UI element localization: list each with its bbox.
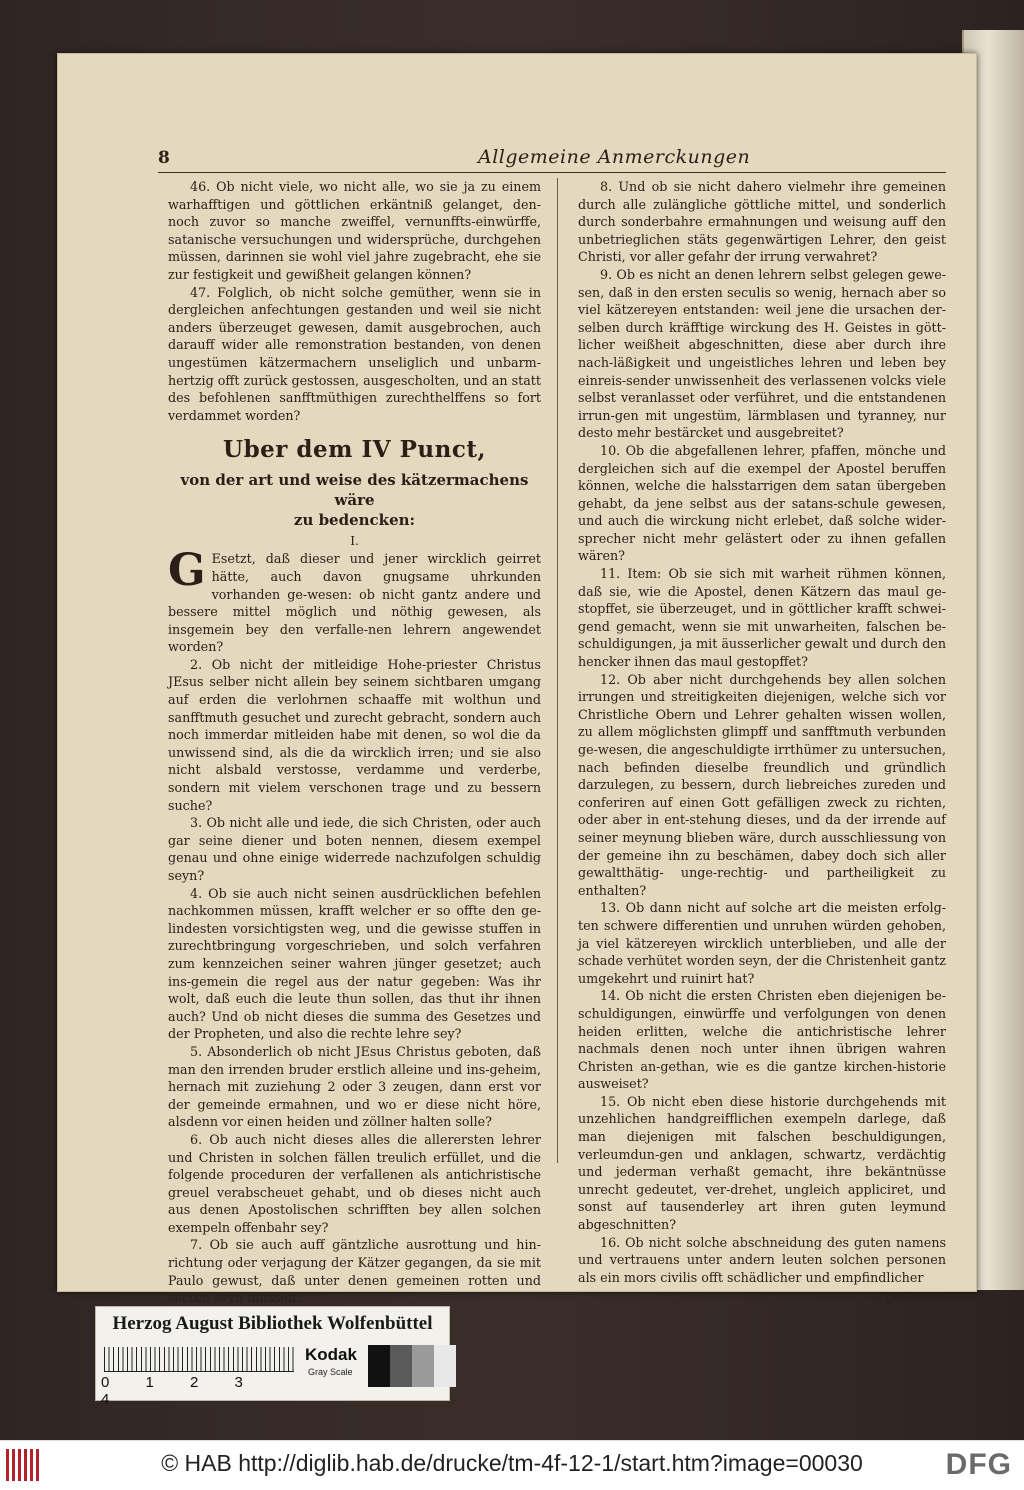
section-subtitle-1: von der art und weise des kätzermachens wäre bbox=[180, 471, 529, 510]
ruler-number: 2 bbox=[190, 1374, 199, 1391]
paragraph-9: 9. Ob es nicht an denen lehrern selbst gelegen gewe-sen, daß in den ersten seculis so wenig, hernach aber so viel kätzereyen entstanden: weil jene die ursachen der-selben durch kräfftige wirckung des H. Geistes in gött-licher weißheit abgeschnitten, diese aber durch ihre nach-läßigkeit und ungeistliches lehren und leben bey einreis-sender unwissenheit des verlassenen volcks viele selbst veranlasset oder verführet, und die entstandenen irrun-gen mit ungestüm, lärmblasen und tyranney, nur desto mehr bestärcket und ausgebreitet? bbox=[578, 266, 946, 441]
paragraph-12: 12. Ob aber nicht durchgehends bey allen solchen irrungen und streitigkeiten diejenigen, welche sich vor Christliche Obern und Lehrer gehalten wissen wollen, zu allem möglichsten glimpff und sanfftmuth verbunden ge-wesen, die angeschuldigte irrthümer zu untersuchen, nach befinden dieselbe freundlich und gründlich darzulegen, zu bessern, durch liebreiches zureden und conferiren auf einen Gott gefälligen zweck zu richten, oder aber in ent-stehung dieses, und da der irrende auf seiner meynung blieben wäre, durch ausschliessung von der gemeine ihn zu beschämen, dabey doch sich aller gewaltthätig- unge-rechtig- und partheiligkeit zu enthalten? bbox=[578, 671, 946, 898]
right-column bbox=[578, 178, 946, 1306]
paragraph-11: 11. Item: Ob sie sich mit warheit rühmen können, daß sie, wie die Apostel, denen Kätzern das maul ge-stopffet, sie überzeuget, und in göttlicher krafft schwei-gend gemacht, wenn sie mit unwarheiten, falschen be-schuldigungen, ja mit äusserlicher gewalt und durch den hencker ihnen das maul gestopffet? bbox=[578, 566, 946, 670]
paragraph-1-text: Esetzt, daß dieser und jener wircklich geirret hätte, auch davon gnugsame uhrkunden vorhanden ge-wesen: ob nicht gantz andere und bessere mittel möglich und nöthig gewesen, als insgemein bey den verfalle-nen lehrern angewendet worden? bbox=[168, 551, 541, 655]
ruler-numbers bbox=[101, 1374, 301, 1408]
dfg-logo: DFG bbox=[945, 1448, 1012, 1481]
section-title: Uber dem IV Punct, bbox=[223, 436, 486, 464]
ruler-number: 0 bbox=[101, 1374, 110, 1391]
section-subtitle-2: zu bedencken: bbox=[293, 511, 416, 530]
paragraph-7: 7. Ob sie auch auff gäntzliche ausrottung und hin-richtung oder verjagung der Kätzer gegangen, da sie mit Paulo gewust, daß unter denen gemeinen rotten und secten seyn müssen? bbox=[168, 1237, 541, 1306]
gray-swatch bbox=[412, 1345, 434, 1387]
kodak-brand: Kodak bbox=[305, 1345, 357, 1364]
paragraph-1 bbox=[168, 545, 541, 656]
section-number: I. bbox=[350, 534, 359, 549]
paragraph-46: 46. Ob nicht viele, wo nicht alle, wo sie ja zu einem warhafftigen und göttlichen erkäntniß gelanget, den-noch zuvor so manche zweiffel, vernunffts-einwürffe, satanische versuchungen und widersprüche, durchgehen müssen, darinnen sie wohl viel jahre zugebracht, ehe sie zur festigkeit und gewißheit gelangen können? bbox=[168, 179, 541, 282]
paragraph-16: 16. Ob nicht solche abschneidung des guten namens und vertrauens unter andern leuten solchen personen als ein mors civilis offt schädlicher und empfindlicher bbox=[578, 1234, 946, 1285]
paragraph-8: 8. Und ob sie nicht dahero vielmehr ihre gemeinen durch alle zulängliche göttliche mittel, und sonderlich durch sonderbahre ermahnungen und weisung auff den unbetrieglichen stäts gegenwärtigen Lehrer, den geist Christi, vor aller gefahr der irrung verwahret? bbox=[578, 179, 946, 265]
page-number: 8 bbox=[158, 148, 170, 168]
paragraph-3: 3. Ob nicht alle und iede, die sich Christen, oder auch gar seine diener und boten nennen, diesem exempel genau und ohne einige widerrede nachzufolgen schuldig seyn? bbox=[168, 815, 541, 883]
gray-scale-swatches bbox=[368, 1345, 456, 1387]
ruler-number: 1 bbox=[145, 1374, 154, 1391]
paragraph-47: 47. Folglich, ob nicht solche gemüther, wenn sie in dergleichen anfechtungen gestanden und weil sie nicht anders überzeuget gewesen, damit ausgebrochen, auch darauff wider alle remonstration bestanden, von denen ungestümen kätzermachern unseliglich und unbarm-hertzig offt zurück gestossen, ausgescholten, und an statt des befohlenen sanfftmüthigen zurechthelffens so fort verdammet worden? bbox=[168, 284, 541, 423]
kodak-subtitle: Gray Scale bbox=[308, 1367, 353, 1377]
scale-ruler bbox=[104, 1347, 294, 1372]
running-head-title: Allgemeine Anmerckungen bbox=[478, 146, 751, 168]
running-head bbox=[158, 146, 946, 173]
gray-swatch bbox=[390, 1345, 412, 1387]
ruler-number: 3 bbox=[234, 1374, 243, 1391]
column-divider bbox=[557, 178, 558, 1163]
paragraph-5: 5. Absonderlich ob nicht JEsus Christus geboten, daß man den irrenden bruder erstlich alleine und ins-geheim, hernach mit zuziehung 2 oder 3 zeugen, dann erst vor der gemeinde ermahnen, und wo er diese nicht höre, alsdenn vor einen heiden und zöllner halten solle? bbox=[168, 1043, 541, 1130]
library-color-target-label bbox=[95, 1306, 450, 1408]
paragraph-14: 14. Ob nicht die ersten Christen eben diejenigen be-schuldigungen, einwürffe und verfolgungen von denen heiden erlitten, welche die antichristische lehrer nachmals denen noch unter ihnen übrigen wahren Christen an-gethan, wie es die gantze kirchen-historie ausweiset? bbox=[578, 988, 946, 1092]
paragraph-2: 2. Ob nicht der mitleidige Hohe-priester Christus JEsus selber nicht allein bey seinem sichtbaren umgang auf erden die verlohrnen schaaffe mit wolthun und sanfftmuth gesuchet und zurecht gebracht, sondern auch noch immerdar mitleiden habe mit denen, so wol die da unwissend sind, als die da wircklich irren; und sie also nicht alsbald verstosse, verdamme und verderbe, sondern mit vielem verschonen trage und zu bessern suche? bbox=[168, 656, 541, 813]
paragraph-15: 15. Ob nicht eben diese historie durchgehends mit unzehlichen handgreifflichen exempeln darlege, daß man diejenigen mit falschen beschuldigungen, verleumdun-gen und anklagen, schwartz, verdächtig und jederman verhaßt gemacht, ihre bekäntnüsse unrecht gedeutet, ver-drehet, ungleich appliciret, und sonst auf tausenderley art ihren guten leymund abgeschnitten? bbox=[578, 1093, 946, 1233]
viewer-footer bbox=[0, 1440, 1024, 1490]
gray-swatch bbox=[434, 1345, 456, 1387]
ruler-number: 4 bbox=[101, 1391, 110, 1408]
library-name: Herzog August Bibliothek Wolfenbüttel bbox=[112, 1313, 433, 1334]
drop-cap: G bbox=[168, 545, 206, 597]
catchword: gewesen, bbox=[885, 1289, 946, 1305]
paragraph-10: 10. Ob die abgefallenen lehrer, pfaffen, mönche und dergleichen sich auf die exempel der Apostel beruffen können, welche die halsstarrigen dem satan übergeben gehabt, da jene selbst aus der satans-schule gewesen, und auch die wirckung nicht erlebet, daß solche wider-sprecher nicht mehr gelästert oder zu ihnen gefallen wären? bbox=[578, 442, 946, 564]
paragraph-13: 13. Ob dann nicht auf solche art die meisten erfolg-ten schwere differentien und unruhen würden gehoben, ja viel kätzereyen wircklich unterblieben, und alle der schade verhütet worden seyn, der die Christenheit gantz umgekehrt und ruinirt hat? bbox=[578, 900, 946, 986]
copyright-link[interactable]: © HAB http://diglib.hab.de/drucke/tm-4f-12-1/start.htm?image=00030 bbox=[161, 1450, 863, 1476]
book-page bbox=[57, 53, 977, 1306]
paragraph-6: 6. Ob auch nicht dieses alles die allerersten lehrer und Christen in solchen fällen treulich erfüllet, und die folgende proceduren der verfallenen als antichristische greuel verabscheuet gehabt, und ob dieses nicht auch aus denen Apostolischen schrifften bey allen solchen exempeln offenbahr sey? bbox=[168, 1131, 541, 1235]
gray-swatch bbox=[368, 1345, 390, 1387]
left-column bbox=[168, 178, 541, 1307]
paragraph-4: 4. Ob sie auch nicht seinen ausdrücklichen befehlen nachkommen müssen, krafft welcher er so offte den ge-lindesten vorsichtigsten weg, und die gewisse stuffen in zurechtbringung vorgeschrieben, und solch verfahren zum kennzeichen seiner wahren jünger gesetzet; auch ins-gemein die regel aus der natur gegeben: Was ihr wolt, daß euch die leute thun sollen, das thut ihr ihnen auch? Und ob nicht dieses die summa des Gesetzes und der Propheten, und also die rechte lehre sey? bbox=[168, 885, 541, 1042]
